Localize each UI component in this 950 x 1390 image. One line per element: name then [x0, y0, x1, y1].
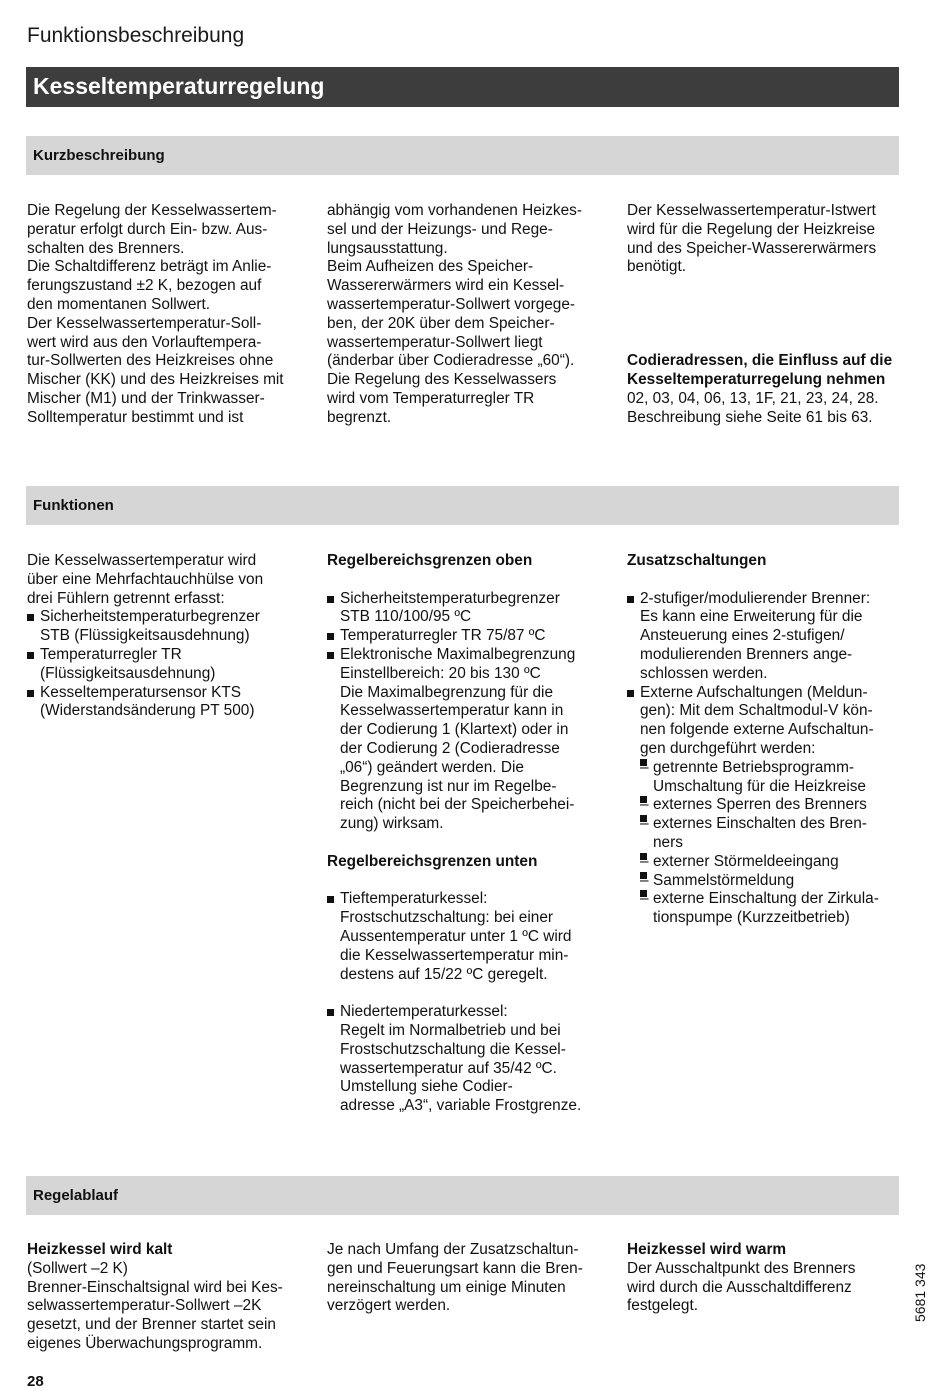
text-line: Die Kesselwassertemperatur wird [27, 552, 257, 569]
text-line: wassertemperatur-Sollwert liegt [327, 333, 543, 351]
codieradressen-heading: Codieradressen, die Einfluss auf die [627, 352, 893, 370]
list-item: – getrennte Betriebsprogramm- Umschaltung für die Heizkreise [640, 759, 912, 797]
text-line: sel und der Heizungs- und Rege- [327, 220, 553, 238]
kurz-column-1 [27, 202, 307, 428]
text-line: Die Regelung der Kesselwassertem- [27, 202, 277, 219]
text-line: wird durch die Ausschaltdifferenz [627, 1278, 852, 1296]
text-line: Brenner-Einschaltsignal wird bei Kes- [27, 1278, 283, 1296]
page-number: 28 [27, 1373, 44, 1390]
list-item: – externe Einschaltung der Zirkula- tionspumpe (Kurzzeitbetrieb) [640, 890, 912, 928]
text-line: ben, der 20K über dem Speicher- [327, 314, 555, 332]
text-line: tur-Sollwerten des Heizkreises ohne [27, 352, 274, 370]
list-item: – externer Störmeldeeingang [640, 853, 912, 872]
text-line: benötigt. [627, 258, 687, 276]
subheading-heizkessel-warm: Heizkessel wird warm [627, 1241, 787, 1258]
text-line: nereinschaltung um einige Minuten [327, 1278, 566, 1296]
sensor-list [27, 608, 307, 721]
kurz-column-2 [327, 202, 607, 428]
regelablauf-column-1 [27, 1241, 312, 1354]
oben-list [327, 590, 612, 834]
list-item: Sicherheitstemperaturbegrenzer STB (Flüssigkeitsausdehnung) [27, 608, 307, 646]
text-line: Wassererwärmers wird ein Kessel- [327, 277, 565, 295]
text-line: über eine Mehrfachtauchhülse von [27, 570, 264, 588]
text-line: gesetzt, und der Brenner startet sein [27, 1316, 276, 1334]
text-line: lungsausstattung. [327, 239, 448, 257]
text-line: drei Fühlern getrennt erfasst: [27, 589, 225, 607]
list-item: Elektronische Maximalbegrenzung Einstellbereich: 20 bis 130 ºC Die Maximalbegrenzung für die Kesselwassertemperatur kann in der Codierung 1 (Klartext) oder in der Codierung 2 (Codieradresse „06“) geändert werden. Die Begrenzung ist nur im Regelbe- reich (nicht bei der Speicherbehei- zung) wirksam. [327, 646, 612, 834]
page-title: Kesseltemperaturregelung [26, 67, 899, 107]
list-item: Sicherheitstemperaturbegrenzer STB 110/100/95 ºC [327, 590, 612, 628]
regelablauf-column-2 [327, 1241, 612, 1316]
text-line: eigenes Überwachungsprogramm. [27, 1334, 263, 1352]
section-heading-regelablauf: Regelablauf [26, 1176, 899, 1215]
list-item: Niedertemperaturkessel: Regelt im Normalbetrieb und bei Frostschutzschaltung die Kessel- wassertemperatur auf 35/42 ºC. Umstellung siehe Codier- adresse „A3“, variable Frostgrenze. [327, 1003, 612, 1116]
codieradressen-heading: Kesseltemperaturregelung nehmen [627, 371, 886, 389]
text-line: begrenzt. [327, 408, 392, 426]
running-header: Funktionsbeschreibung [27, 24, 245, 47]
text-line: wassertemperatur-Sollwert vorgege- [327, 295, 576, 313]
list-item: – externes Einschalten des Bren- ners [640, 815, 912, 853]
unten-list-1 [327, 890, 612, 984]
text-line: wird vom Temperaturregler TR [327, 389, 535, 407]
section-heading-funktionen: Funktionen [26, 486, 899, 525]
text-line: (Sollwert –2 K) [27, 1259, 128, 1277]
text-line: Die Regelung des Kesselwassers [327, 371, 557, 389]
subheading-regelbereich-unten: Regelbereichsgrenzen unten [327, 852, 538, 870]
subheading-zusatzschaltungen: Zusatzschaltungen [627, 552, 767, 569]
funktionen-column-1 [27, 552, 307, 721]
aufschaltungen-list [640, 759, 912, 928]
document-number: 5681 343 [912, 1263, 928, 1322]
text-line: gen und Feuerungsart kann die Bren- [327, 1259, 583, 1277]
text-line: verzögert werden. [327, 1297, 451, 1315]
list-item: – externes Sperren des Brenners [640, 796, 912, 815]
text-line: Solltemperatur bestimmt und ist [27, 408, 244, 426]
subheading-heizkessel-kalt: Heizkessel wird kalt [27, 1241, 173, 1258]
text-line: Der Kesselwassertemperatur-Istwert [627, 202, 876, 219]
text-line: ferungszustand ±2 K, bezogen auf [27, 277, 262, 295]
text-line: wert wird aus den Vorlauftempera- [27, 333, 262, 351]
kurz-column-3 [627, 202, 917, 428]
funktionen-column-2 [327, 552, 612, 1116]
text-line: Beschreibung siehe Seite 61 bis 63. [627, 408, 873, 426]
section-heading-kurzbeschreibung: Kurzbeschreibung [26, 136, 899, 175]
text-line: wird für die Regelung der Heizkreise [627, 220, 876, 238]
unten-list-2 [327, 1003, 612, 1116]
list-item: – Sammelstörmeldung [640, 872, 912, 891]
zusatz-list [627, 590, 912, 928]
text-line: Die Schaltdifferenz beträgt im Anlie- [27, 258, 272, 276]
funktionen-column-3 [627, 552, 912, 928]
list-item: Temperaturregler TR 75/87 ºC [327, 627, 612, 646]
text-line: Der Ausschaltpunkt des Brenners [627, 1259, 856, 1277]
text-line: schalten des Brenners. [27, 239, 185, 257]
list-item: 2-stufiger/modulierender Brenner: Es kann eine Erweiterung für die Ansteuerung eines 2-stufigen/ modulierenden Brenners ange- schlossen werden. [627, 590, 912, 684]
list-item: Tieftemperaturkessel: Frostschutzschaltung: bei einer Aussentemperatur unter 1 ºC wird die Kesselwassertemperatur min- destens auf 15/22 ºC geregelt. [327, 890, 612, 984]
text-line: peratur erfolgt durch Ein- bzw. Aus- [27, 220, 268, 238]
text-line: (änderbar über Codieradresse „60“). [327, 352, 575, 370]
text-line: Der Kesselwassertemperatur-Soll- [27, 314, 262, 332]
text-line: und des Speicher-Wassererwärmers [627, 239, 877, 257]
text-line: selwassertemperatur-Sollwert –2K [27, 1297, 262, 1315]
text-line: Je nach Umfang der Zusatzschaltun- [327, 1241, 579, 1258]
text-line: Mischer (M1) und der Trinkwasser- [27, 389, 265, 407]
text-line: Beim Aufheizen des Speicher- [327, 258, 534, 276]
text-line: festgelegt. [627, 1297, 699, 1315]
regelablauf-column-3 [627, 1241, 897, 1316]
text-line: 02, 03, 04, 06, 13, 1F, 21, 23, 24, 28. [627, 389, 879, 407]
list-item: Externe Aufschaltungen (Meldun- gen): Mit dem Schaltmodul-V kön- nen folgende externe Aufschaltun- gen durchgeführt werden: – getrennte Betriebsprogramm- Umschaltung für die Heizkreise – externes Sperren des Brenners – externes Einschalten des Bren- ners – externer Störmeldeeingang – Sammelstörmeldung – externe Einschaltung der Zirkula- tionspumpe (Kurzzeitbetrieb) [627, 684, 912, 928]
text-line: abhängig vom vorhandenen Heizkes- [327, 202, 582, 219]
text-line: den momentanen Sollwert. [27, 295, 211, 313]
subheading-regelbereich-oben: Regelbereichsgrenzen oben [327, 552, 533, 569]
text-line: Mischer (KK) und des Heizkreises mit [27, 371, 284, 389]
list-item: Temperaturregler TR (Flüssigkeitsausdehnung) [27, 646, 307, 684]
list-item: Kesseltemperatursensor KTS (Widerstandsänderung PT 500) [27, 684, 307, 722]
